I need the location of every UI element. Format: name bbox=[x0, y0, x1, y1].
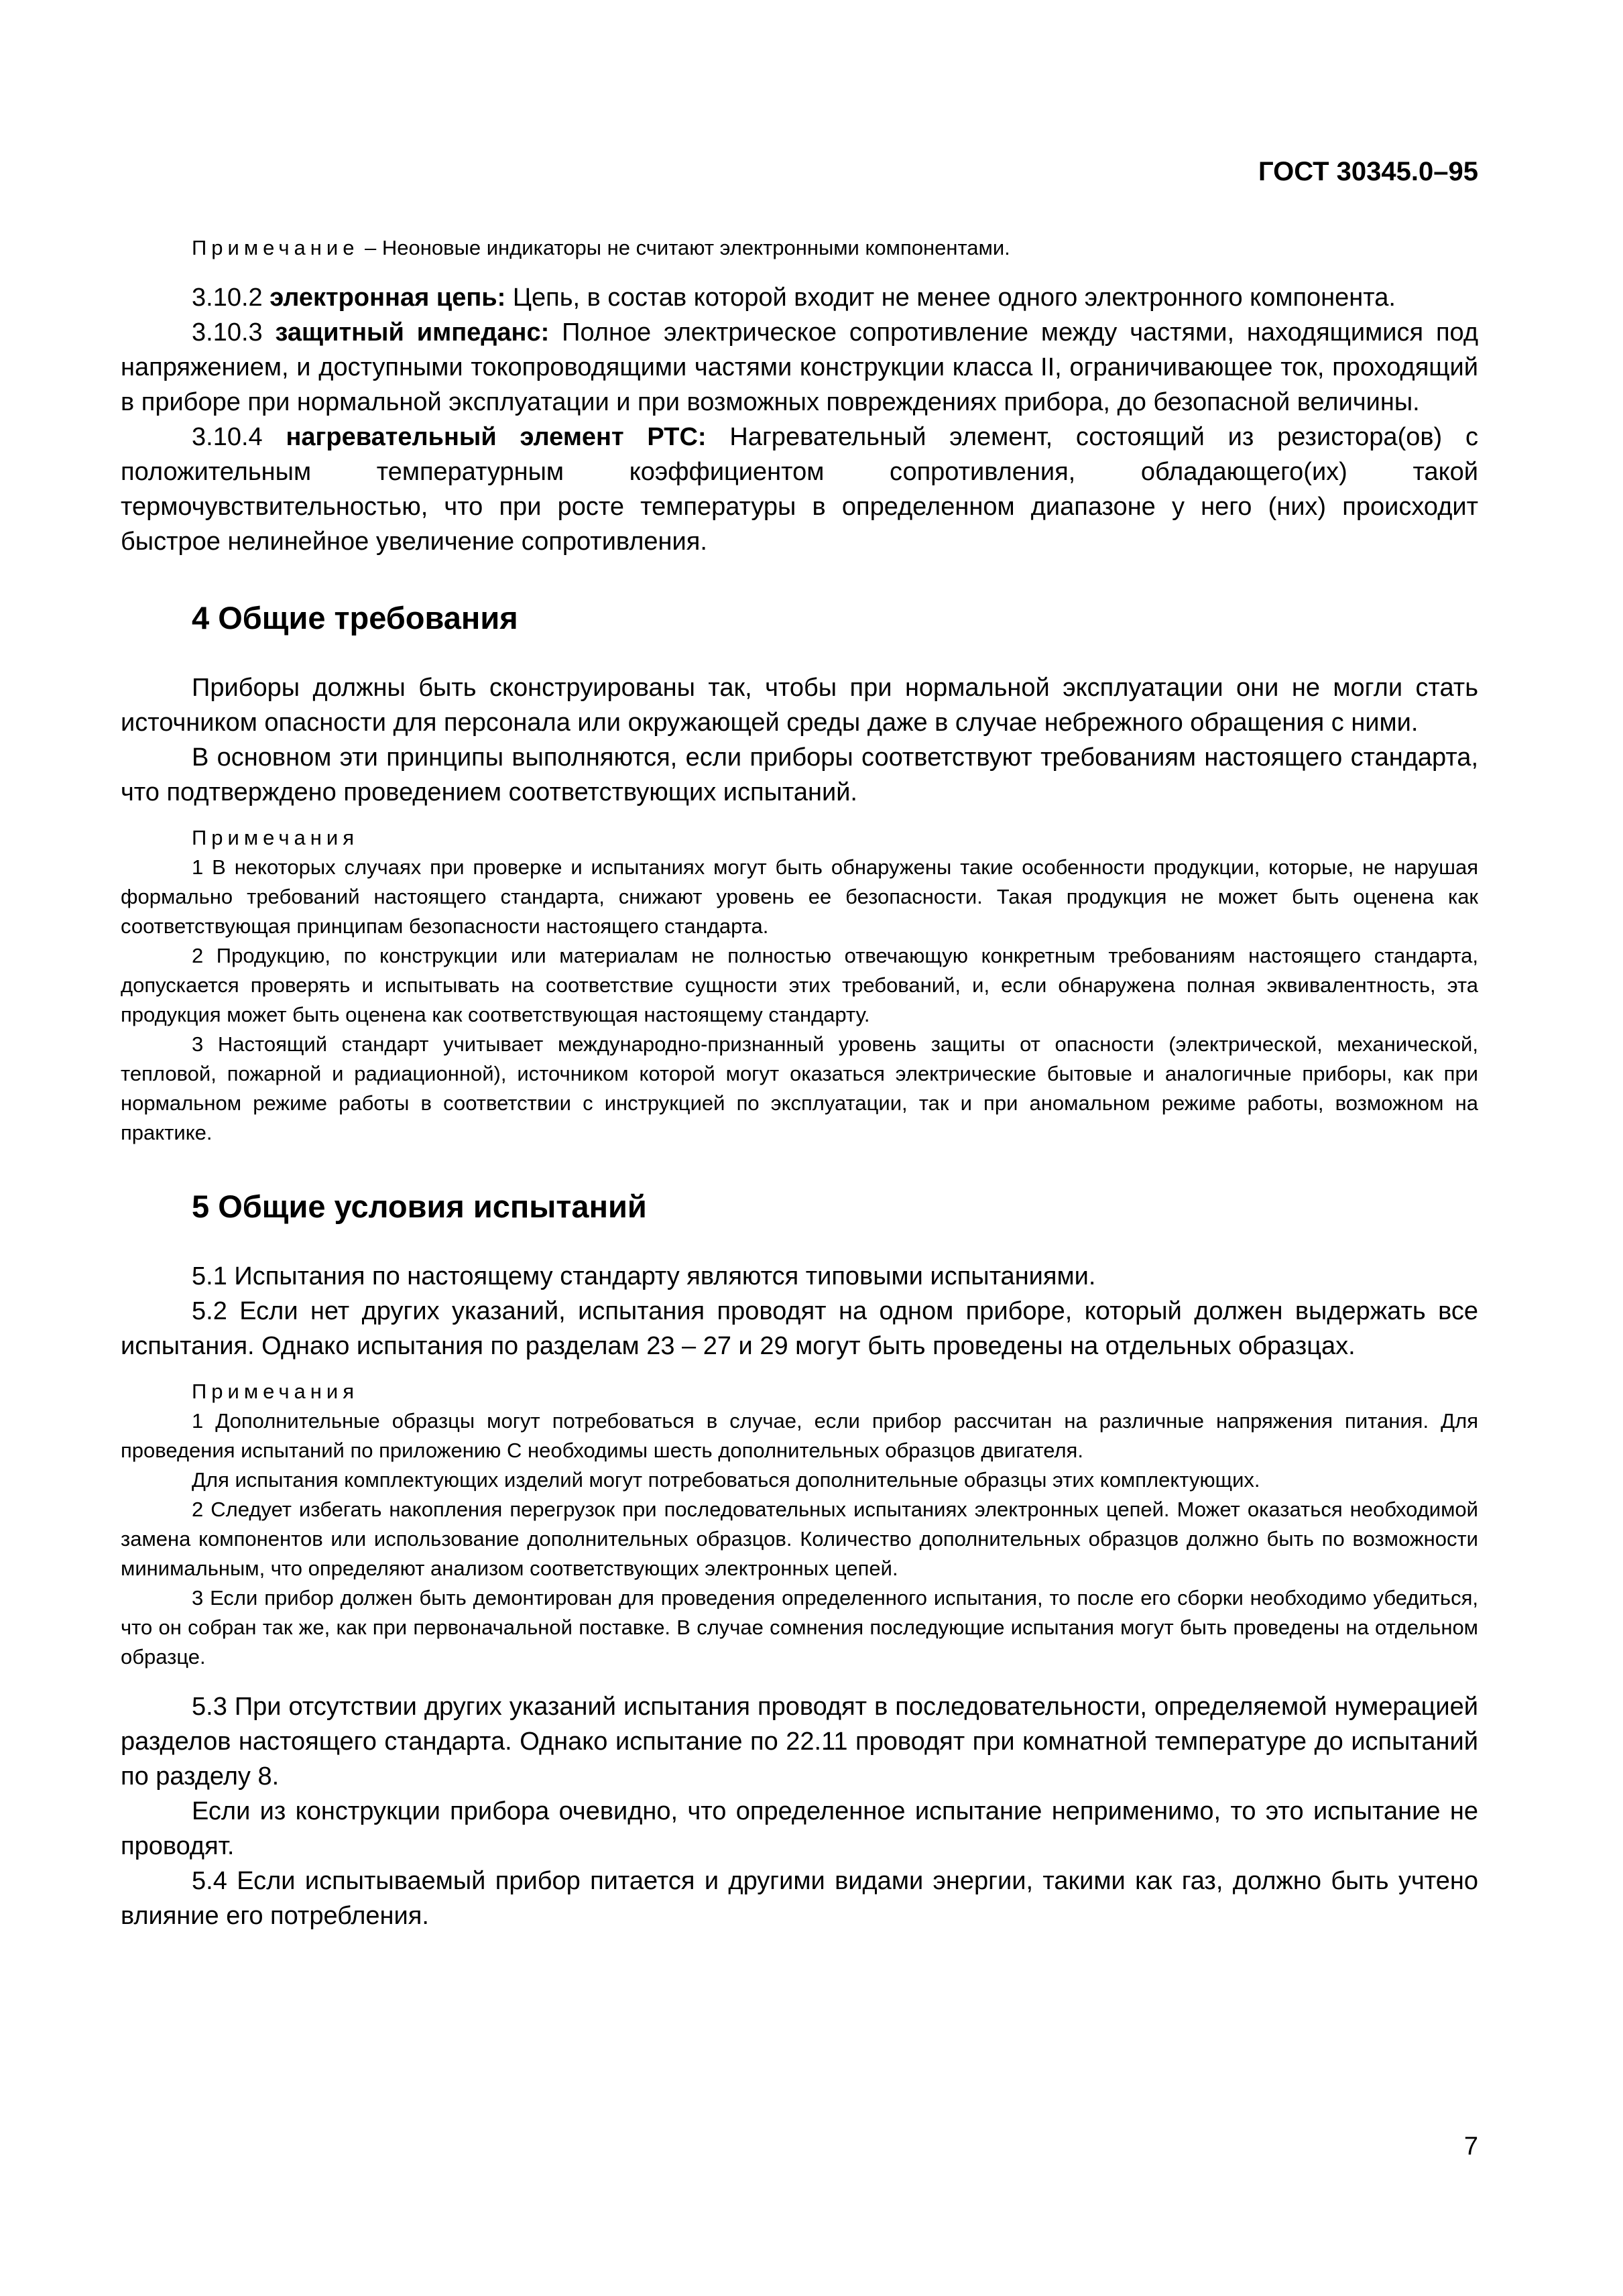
section-4-notes-title: Примечания bbox=[192, 826, 359, 849]
section-4-heading: 4 Общие требования bbox=[192, 600, 518, 636]
section-5-paragraph: Если из конструкции прибора очевидно, что определенное испытание неприменимо, то это испытание не проводят. bbox=[121, 1797, 1478, 1860]
page-content bbox=[121, 233, 1478, 1933]
definition-text: Полное электрическое сопротивление между частями, находящимися под напряжением, и доступными токопроводящими частями конструкции класса II, ограничивающее ток, проходящий в приборе при нормальной эксплуатации и при возможных повреждениях прибора, до безопасной величины. bbox=[121, 318, 1478, 416]
definition-term: нагревательный элемент РТС: bbox=[286, 423, 707, 451]
intro-note bbox=[121, 233, 1478, 263]
page-number: 7 bbox=[1463, 2132, 1478, 2161]
section-5-paragraph: 5.1 Испытания по настоящему стандарту являются типовыми испытаниями. bbox=[192, 1262, 1096, 1290]
definition-text: Цепь, в состав которой входит не менее одного электронного компонента. bbox=[505, 284, 1396, 312]
section-5-paragraph: 5.3 При отсутствии других указаний испытания проводят в последовательности, определяемой нумерацией разделов настоящего стандарта. Однако испытание по 22.11 проводят при комнатной температуре до испытаний по разделу 8. bbox=[121, 1693, 1478, 1791]
section-5-paragraph: 5.2 Если нет других указаний, испытания проводят на одном приборе, который должен выдержать все испытания. Однако испытания по разделам 23 – 27 и 29 могут быть проведены на отдельных образцах. bbox=[121, 1297, 1478, 1360]
note-text: – Неоновые индикаторы не считают электронными компонентами. bbox=[359, 236, 1010, 259]
definition-number: 3.10.3 bbox=[192, 318, 276, 347]
definition-term: электронная цепь: bbox=[269, 284, 506, 312]
section-4-note: 1 В некоторых случаях при проверке и испытаниях могут быть обнаружены такие особенности продукции, которые, не нарушая формально требований настоящего стандарта, снижают уровень ее безопасности. Такая продукция не может быть оценена как соответствующая принципам безопасности настоящего стандарта. bbox=[121, 855, 1478, 938]
section-5-paragraph: 5.4 Если испытываемый прибор питается и другими видами энергии, такими как газ, должно быть учтено влияние его потребления. bbox=[121, 1867, 1478, 1930]
section-4-note: 2 Продукцию, по конструкции или материалам не полностью отвечающую конкретным требованиям настоящего стандарта, допускается проверять и испытывать на соответствие сущности этих требований, и, если обнаружена полная эквивалентность, эта продукция может быть оценена как соответствующая настоящему стандарту. bbox=[121, 944, 1478, 1026]
section-5-note: Для испытания комплектующих изделий могут потребоваться дополнительные образцы этих комплектующих. bbox=[192, 1468, 1260, 1492]
section-5-note: 3 Если прибор должен быть демонтирован для проведения определенного испытания, то после его сборки необходимо убедиться, что он собран так же, как при первоначальной поставке. В случае сомнения последующие испытания могут быть проведены на отдельном образце. bbox=[121, 1586, 1478, 1669]
section-5-note: 1 Дополнительные образцы могут потребоваться в случае, если прибор рассчитан на различные напряжения питания. Для проведения испытаний по приложению С необходимы шесть дополнительных образцов двигателя. bbox=[121, 1409, 1478, 1462]
definition-3-10-3 bbox=[121, 315, 1478, 420]
definition-3-10-4 bbox=[121, 420, 1478, 559]
definition-number: 3.10.2 bbox=[192, 284, 270, 312]
section-4-paragraph: Приборы должны быть сконструированы так, чтобы при нормальной эксплуатации они не могли стать источником опасности для персонала или окружающей среды даже в случае небрежного обращения с ними. bbox=[121, 674, 1478, 737]
definition-number: 3.10.4 bbox=[192, 423, 286, 451]
section-5-notes-title: Примечания bbox=[192, 1380, 359, 1403]
section-5-heading: 5 Общие условия испытаний bbox=[192, 1189, 647, 1224]
section-4-note: 3 Настоящий стандарт учитывает международно-признанный уровень защиты от опасности (электрической, механической, тепловой, пожарной и радиационной), источником которой могут оказаться электрические бытовые и аналогичные приборы, как при нормальном режиме работы в соответствии с инструкцией по эксплуатации, так и при аномальном режиме работы, возможном на практике. bbox=[121, 1032, 1478, 1144]
definition-3-10-2 bbox=[121, 280, 1478, 315]
definition-term: защитный импеданс: bbox=[275, 318, 550, 347]
section-5-note: 2 Следует избегать накопления перегрузок при последовательных испытаниях электронных цепей. Может оказаться необходимой замена компонентов или использование дополнительных образцов. Количество дополнительных образцов должно быть по возможности минимальным, что определяют анализом соответствующих электронных цепей. bbox=[121, 1498, 1478, 1580]
document-code: ГОСТ 30345.0–95 bbox=[1258, 157, 1478, 186]
definition-text: Нагревательный элемент, состоящий из резистора(ов) с положительным температурным коэффициентом сопротивления, обладающего(их) такой термочувствительностью, что при росте температуры в определенном диапазоне у него (них) происходит быстрое нелинейное увеличение сопротивления. bbox=[121, 423, 1478, 556]
section-4-paragraph: В основном эти принципы выполняются, если приборы соответствуют требованиям настоящего стандарта, что подтверждено проведением соответствующих испытаний. bbox=[121, 743, 1478, 806]
note-label: Примечание bbox=[192, 236, 359, 259]
